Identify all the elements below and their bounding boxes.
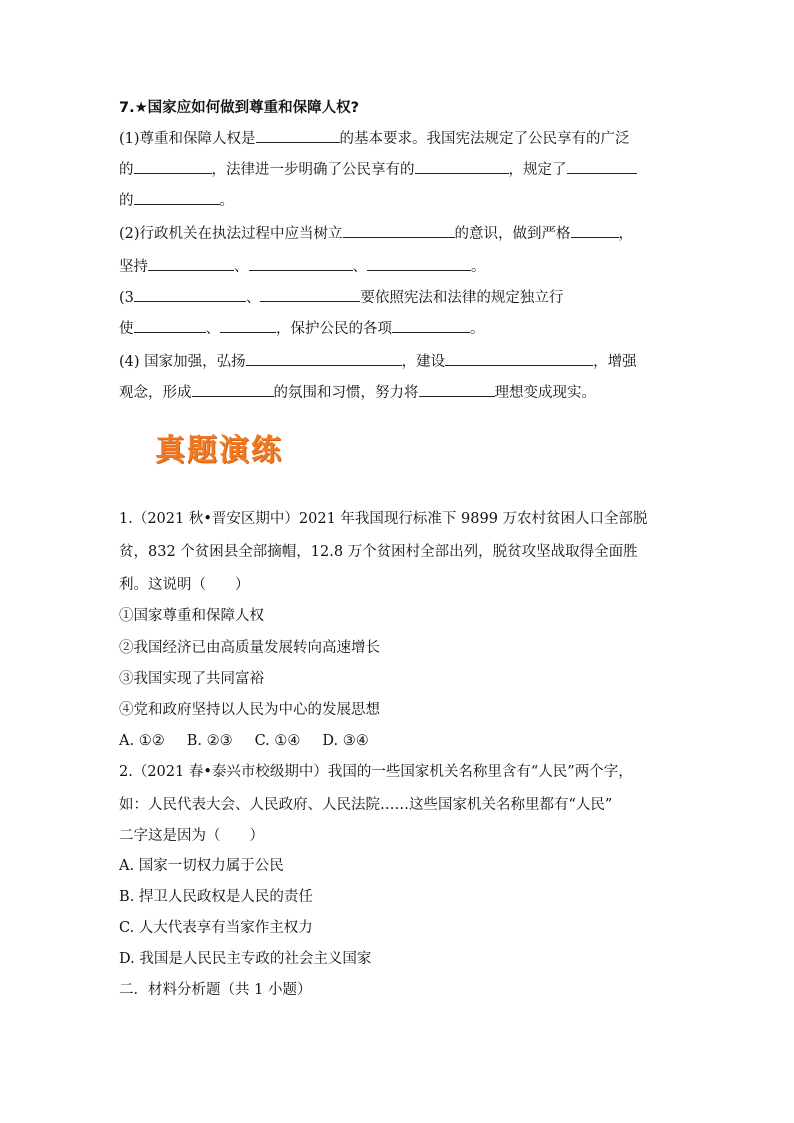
q1-stem-line1: 1.（2021 秋•晋安区期中）2021 年我国现行标准下 9899 万农村贫困人口全部脱: [119, 511, 648, 527]
fill-blank[interactable]: [134, 287, 246, 302]
text: ，法律进一步明确了公民享有的: [211, 162, 415, 178]
fill-blank[interactable]: [134, 159, 212, 174]
text: 的基本要求。我国宪法规定了公民享有的广泛: [339, 131, 630, 147]
q7-part4-line1: [119, 351, 637, 372]
q1-item-4: ④党和政府坚持以人民为中心的发展思想: [119, 702, 380, 718]
q1-options: [119, 731, 391, 751]
q1-item-2: ②我国经济已由高质量发展转向高速增长: [119, 640, 380, 656]
q7-part4-line2: [119, 382, 596, 403]
text: (3: [119, 290, 134, 306]
q1-stem-line2: 贫，832 个贫困县全部摘帽，12.8 万个贫困村全部出列，脱贫攻坚战取得全面胜: [119, 544, 638, 560]
text: 、: [352, 259, 367, 275]
text: (1)尊重和保障人权是: [119, 131, 256, 147]
q7-part1-line2: [119, 159, 637, 180]
question-7-title: 7.★国家应如何做到尊重和保障人权?: [119, 100, 360, 116]
fill-blank[interactable]: [367, 256, 471, 271]
fill-blank[interactable]: [392, 318, 470, 333]
q2-option-d[interactable]: D. 我国是人民民主专政的社会主义国家: [119, 951, 372, 967]
fill-blank[interactable]: [134, 190, 220, 205]
text: 的氛围和习惯，努力将: [273, 385, 419, 401]
text: 理想变成现实。: [494, 385, 596, 401]
q1-stem-line3: 利。这说明（ ）: [119, 577, 250, 593]
q2-option-c[interactable]: C. 人大代表享有当家作主权力: [119, 920, 313, 936]
fill-blank[interactable]: [256, 128, 340, 143]
text: 的意识，做到严格: [454, 226, 571, 242]
text: ，规定了: [508, 162, 567, 178]
text: 的: [119, 193, 134, 209]
text: 。: [470, 321, 485, 337]
fill-blank[interactable]: [220, 318, 276, 333]
text: 、: [234, 259, 249, 275]
text: 。: [219, 193, 234, 209]
fill-blank[interactable]: [249, 256, 353, 271]
q7-part1-line3: [119, 190, 234, 211]
option-a[interactable]: A. ①②: [119, 733, 165, 749]
text: 的: [119, 162, 134, 178]
q7-part1-line1: [119, 128, 630, 149]
option-b[interactable]: B. ②③: [186, 733, 233, 749]
q7-part2-line2: [119, 256, 486, 277]
q2-stem-line1: 2.（2021 春•泰兴市校级期中）我国的一些国家机关名称里含有“人民”两个字，: [119, 764, 633, 780]
q2-option-b[interactable]: B. 捍卫人民政权是人民的责任: [119, 889, 313, 905]
fill-blank[interactable]: [246, 351, 402, 366]
q7-part3-line2: [119, 318, 485, 339]
q1-item-1: ①国家尊重和保障人权: [119, 608, 264, 624]
q2-option-a[interactable]: A. 国家一切权力属于公民: [119, 858, 284, 874]
fill-blank[interactable]: [419, 382, 495, 397]
q7-part2-line1: [119, 223, 633, 244]
text: (4) 国家加强，弘扬: [119, 354, 246, 370]
text: 使: [119, 321, 134, 337]
fill-blank[interactable]: [343, 223, 455, 238]
text: ，: [618, 226, 634, 242]
text: 、: [245, 290, 261, 306]
fill-blank[interactable]: [567, 159, 637, 174]
q2-stem-line2: 如：人民代表大会、人民政府、人民法院……这些国家机关名称里都有“人民”: [119, 797, 613, 813]
text: 、: [205, 321, 220, 337]
fill-blank[interactable]: [571, 223, 619, 238]
fill-blank[interactable]: [148, 256, 234, 271]
text: 坚持: [119, 259, 148, 275]
fill-blank[interactable]: [415, 159, 509, 174]
text: 要依照宪法和法律的规定独立行: [360, 290, 564, 306]
fill-blank[interactable]: [445, 351, 593, 366]
q2-stem-line3: 二字这是因为（ ）: [119, 828, 264, 844]
fill-blank[interactable]: [260, 287, 360, 302]
option-c[interactable]: C. ①④: [254, 733, 301, 749]
q7-part3-line1: [119, 287, 563, 308]
text: ，保护公民的各项: [276, 321, 392, 337]
text: 。: [471, 259, 486, 275]
section-heading: 真题演练: [155, 433, 283, 468]
text: ，建设: [401, 354, 446, 370]
text: (2)行政机关在执法过程中应当树立: [119, 226, 343, 242]
fill-blank[interactable]: [192, 382, 274, 397]
text: ，增强: [593, 354, 637, 370]
text: 观念，形成: [119, 385, 192, 401]
section-2-title: 二．材料分析题（共 1 小题）: [119, 982, 312, 998]
q1-item-3: ③我国实现了共同富裕: [119, 671, 264, 687]
fill-blank[interactable]: [134, 318, 206, 333]
option-d[interactable]: D. ③④: [322, 733, 369, 749]
